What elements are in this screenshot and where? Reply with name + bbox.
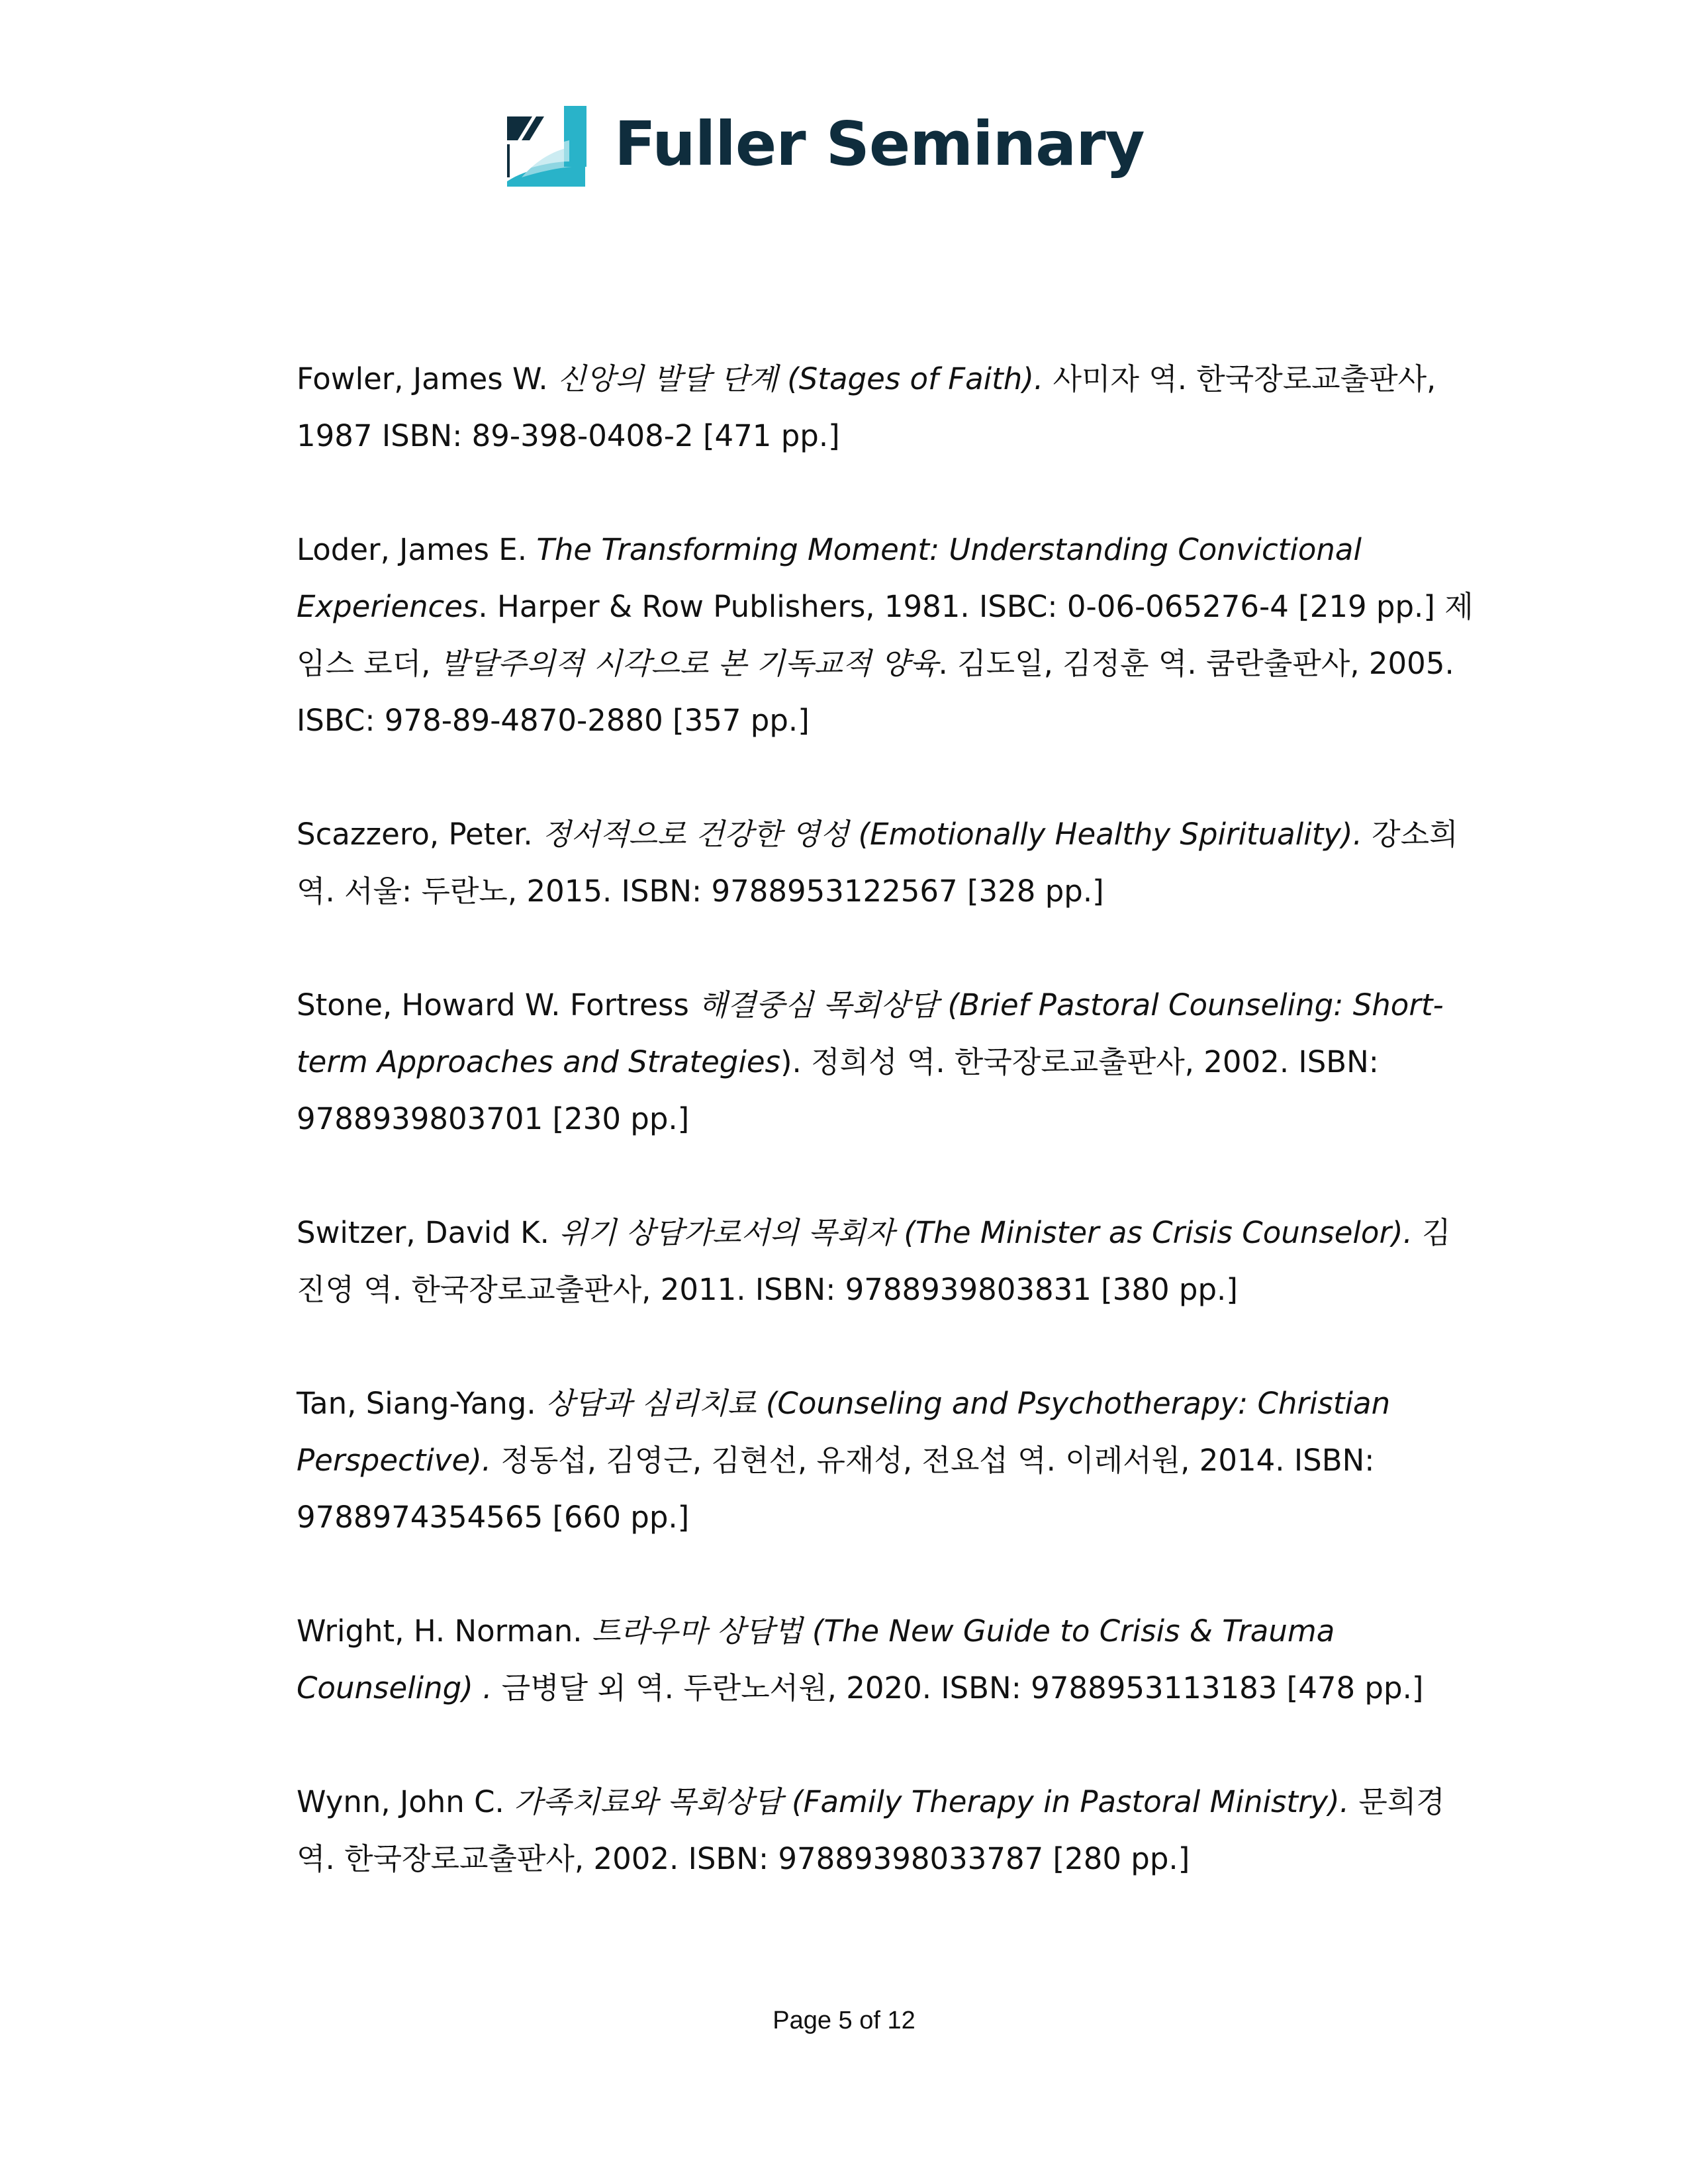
reference-title: 가족치료와 목회상담 (Family Therapy in Pastoral Ministry).	[514, 1784, 1350, 1819]
reference-entry	[297, 1774, 1475, 1888]
reference-entry	[297, 1205, 1475, 1318]
reference-entry	[297, 1603, 1475, 1717]
reference-author: Wynn, John C.	[297, 1784, 514, 1819]
reference-author: Scazzero, Peter.	[297, 817, 542, 852]
reference-title: 신앙의 발달 단계 (Stages of Faith).	[557, 361, 1044, 396]
reference-details: ). 정희성 역. 한국장로교출판사, 2002. ISBN: 9788939803701 [230 pp.]	[297, 1044, 1379, 1136]
reference-title: 해결중심 목회상담 (Brief Pastoral Counseling: Short-term Approaches and Strategies	[297, 987, 1444, 1079]
reference-author: Loder, James E.	[297, 532, 537, 567]
fuller-seminary-logo	[503, 98, 1178, 191]
reference-details: 김진영 역. 한국장로교출판사, 2011. ISBN: 9788939803831 [380 pp.]	[297, 1215, 1451, 1307]
reference-entry	[297, 806, 1475, 920]
reference-author: Tan, Siang-Yang.	[297, 1386, 545, 1421]
reference-title: 위기 상담가로서의 목회자 (The Minister as Crisis Counselor).	[559, 1215, 1413, 1250]
reference-author: Wright, H. Norman.	[297, 1614, 592, 1649]
reference-title: 트라우마 상담법 (The New Guide to Crisis & Trauma Counseling) .	[297, 1614, 1335, 1706]
reference-entry	[297, 351, 1475, 465]
reference-title: The Transforming Moment: Understanding Convictional Experiences	[297, 532, 1362, 624]
page-header	[0, 93, 1688, 192]
reference-entry	[297, 977, 1475, 1148]
reference-details: 금병달 외 역. 두란노서원, 2020. ISBN: 9788953113183 [478 pp.]	[492, 1670, 1424, 1706]
reference-details: . Harper & Row Publishers, 1981. ISBC: 0-06-065276-4 [219 pp.] 제임스 로더,	[297, 589, 1474, 681]
logo-text: Fuller Seminary	[614, 109, 1145, 179]
page-footer	[0, 2004, 1688, 2037]
reference-details: 사미자 역. 한국장로교출판사, 1987 ISBN: 89-398-0408-2 [471 pp.]	[297, 361, 1436, 453]
reference-list	[297, 351, 1475, 1944]
reference-details: 정동섭, 김영근, 김현선, 유재성, 전요섭 역. 이레서원, 2014. ISBN: 9788974354565 [660 pp.]	[297, 1443, 1375, 1535]
reference-author: Fowler, James W.	[297, 361, 557, 396]
open-book-icon	[503, 103, 589, 188]
reference-author: Switzer, David K.	[297, 1215, 559, 1250]
reference-translated-title: 발달주의적 시각으로 본 기독교적 양육	[440, 646, 939, 681]
reference-author: Stone, Howard W. Fortress	[297, 987, 699, 1023]
reference-title: 정서적으로 건강한 영성 (Emotionally Healthy Spirituality).	[542, 817, 1362, 852]
reference-translated-details: . 김도일, 김정훈 역. 쿰란출판사, 2005. ISBC: 978-89-4870-2880 [357 pp.]	[297, 646, 1454, 738]
reference-entry	[297, 1375, 1475, 1546]
reference-details: 문희경 역. 한국장로교출판사, 2002. ISBN: 97889398033787 [280 pp.]	[297, 1784, 1445, 1876]
reference-details: 강소희 역. 서울: 두란노, 2015. ISBN: 9788953122567 [328 pp.]	[297, 817, 1458, 909]
page-number: Page 5 of 12	[773, 2007, 915, 2034]
reference-entry	[297, 522, 1475, 749]
reference-title: 상담과 심리치료 (Counseling and Psychotherapy: Christian Perspective).	[297, 1386, 1391, 1478]
